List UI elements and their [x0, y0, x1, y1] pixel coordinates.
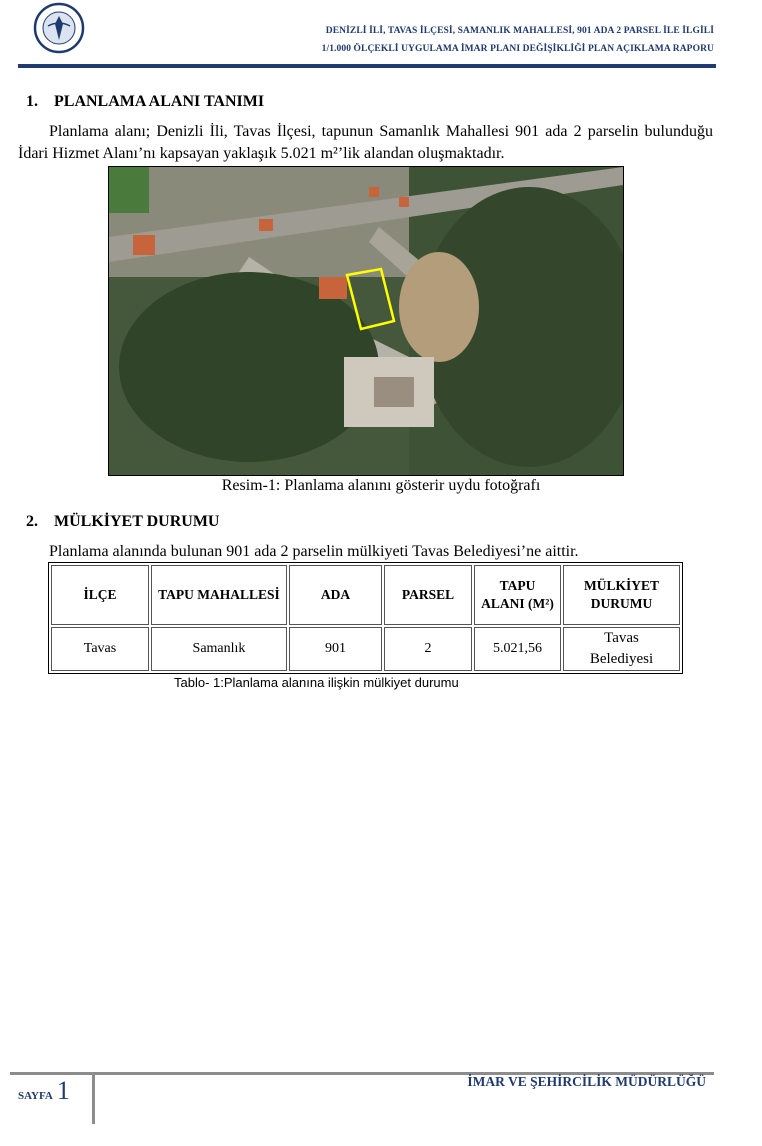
page-number-block	[18, 1076, 70, 1106]
section-1-paragraph: Planlama alanı; Denizli İli, Tavas İlçesi, tapunun Samanlık Mahallesi 901 ada 2 parselin bulunduğu İdari Hizmet Alanı’nı kapsayan yaklaşık 5.021 m²’lik alandan oluşmaktadır.	[18, 123, 713, 162]
section-2-paragraph: Planlama alanında bulunan 901 ada 2 parselin mülkiyeti Tavas Belediyesi’ne aittir.	[49, 543, 579, 560]
table-cell: 2	[384, 627, 472, 671]
satellite-photo	[108, 166, 624, 476]
section-1-number: 1.	[26, 93, 38, 110]
table-header-cell: ADA	[289, 565, 382, 625]
section-2-number: 2.	[26, 513, 38, 530]
table-cell: Tavas	[51, 627, 149, 671]
footer-vertical-divider	[92, 1074, 95, 1124]
report-header	[322, 22, 714, 58]
section-1-title: PLANLAMA ALANI TANIMI	[54, 93, 265, 110]
section-2-title: MÜLKİYET DURUMU	[54, 513, 220, 530]
ownership-table	[48, 562, 683, 674]
table-header-cell: İLÇE	[51, 565, 149, 625]
table-header-row	[51, 565, 680, 625]
department-name: İMAR VE ŞEHİRCİLİK MÜDÜRLÜĞÜ	[467, 1074, 706, 1089]
table-row	[51, 627, 680, 671]
page-number: 1	[56, 1076, 70, 1105]
table-cell: 901	[289, 627, 382, 671]
table-cell: 5.021,56	[474, 627, 561, 671]
header-line-1: DENİZLİ İLİ, TAVAS İLÇESİ, SAMANLIK MAHALLESİ, 901 ADA 2 PARSEL İLE İLGİLİ	[325, 26, 714, 36]
page-label: SAYFA	[18, 1090, 53, 1102]
header-divider	[18, 64, 716, 68]
table-header-cell: TAPU ALANI (M²)	[474, 565, 561, 625]
table-header-cell: PARSEL	[384, 565, 472, 625]
section-1-heading	[26, 93, 264, 111]
header-line-2: 1/1.000 ÖLÇEKLİ UYGULAMA İMAR PLANI DEĞİŞİKLİĞİ PLAN AÇIKLAMA RAPORU	[321, 44, 714, 54]
table-header-cell: MÜLKİYET DURUMU	[563, 565, 680, 625]
table-header-cell: TAPU MAHALLESİ	[151, 565, 287, 625]
table-caption: Tablo- 1:Planlama alanına ilişkin mülkiyet durumu	[174, 675, 459, 690]
municipality-logo	[30, 2, 88, 54]
section-2-heading	[26, 513, 219, 531]
table-cell: Tavas Belediyesi	[563, 627, 680, 671]
table-cell: Samanlık	[151, 627, 287, 671]
photo-caption: Resim-1: Planlama alanını gösterir uydu fotoğrafı	[221, 477, 541, 494]
